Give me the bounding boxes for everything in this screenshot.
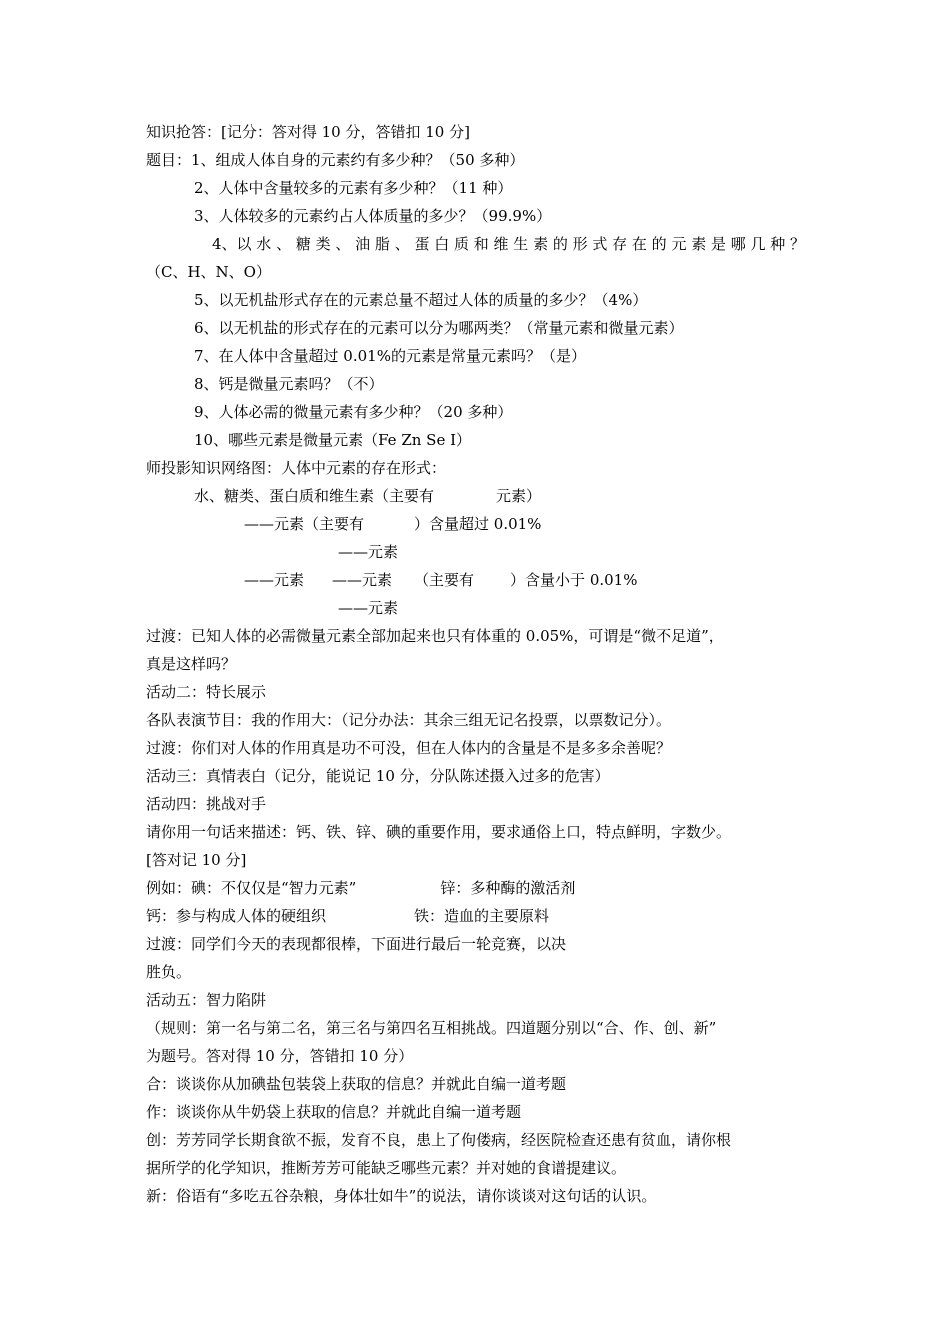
question-3: 3、人体较多的元素约占人体质量的多少？（99.9%） <box>194 207 552 225</box>
activity-4-heading: 活动四：挑战对手 <box>146 795 267 813</box>
example-calcium: 钙：参与构成人体的硬组织 <box>146 907 327 925</box>
activity-3-heading: 活动三：真情表白（记分，能说记 10 分，分队陈述摄入过多的危害） <box>146 767 610 785</box>
question-8: 8、钙是微量元素吗？（不） <box>194 375 384 393</box>
network-line-3: ——元素 <box>338 543 399 561</box>
question-4-answer: （C、H、N、O） <box>146 263 271 281</box>
question-6: 6、以无机盐的形式存在的元素可以分为哪两类？（常量元素和微量元素） <box>194 319 684 337</box>
activity-2-body: 各队表演节目：我的作用大：（记分办法：其余三组无记名投票，以票数记分）。 <box>146 711 672 729</box>
transition-3: 过渡：同学们今天的表现都很棒，下面进行最后一轮竞赛，以决 <box>146 935 567 953</box>
question-chuang-cont: 据所学的化学知识，推断芳芳可能缺乏哪些元素？并对她的食谱提建议。 <box>146 1159 627 1177</box>
activity-2-heading: 活动二：特长展示 <box>146 683 267 701</box>
question-he: 合：谈谈你从加碘盐包装袋上获取的信息？并就此自编一道考题 <box>146 1075 567 1093</box>
network-line-2 <box>244 514 904 534</box>
transition-1: 过渡：已知人体的必需微量元素全部加起来也只有体重的 0.05%，可谓是“微不足道”， <box>146 627 724 645</box>
network-line-1-b: 元素） <box>496 487 542 505</box>
network-line-4 <box>244 570 904 590</box>
question-7: 7、在人体中含量超过 0.01%的元素是常量元素吗？（是） <box>194 347 586 365</box>
network-heading: 师投影知识网络图：人体中元素的存在形式： <box>146 459 447 477</box>
question-9: 9、人体必需的微量元素有多少种？（20 多种） <box>194 403 513 421</box>
network-line-2-a: ——元素（主要有 <box>244 515 365 533</box>
network-line-4-b: ——元素 <box>332 571 393 589</box>
network-line-4-c: （主要有 <box>414 571 475 589</box>
quiz-heading: 知识抢答：[记分：答对得 10 分，答错扣 10 分] <box>146 123 470 141</box>
question-4: 4、以 水 、 糖 类 、 油 脂 、 蛋 白 质 和 维 生 素 的 形 式 存 在 的 元 素 是 哪 几 种 ？ <box>212 235 806 253</box>
example-line-1 <box>146 878 806 898</box>
question-zuo: 作：谈谈你从牛奶袋上获取的信息？并就此自编一道考题 <box>146 1103 522 1121</box>
network-line-2-b: ）含量超过 0.01% <box>414 515 542 533</box>
activity-5-heading: 活动五：智力陷阱 <box>146 991 267 1009</box>
question-chuang: 创：芳芳同学长期食欲不振，发育不良，患上了佝偻病，经医院检查还患有贫血，请你根 <box>146 1131 732 1149</box>
question-10: 10、哪些元素是微量元素（Fe Zn Se I） <box>194 431 472 449</box>
transition-3-cont: 胜负。 <box>146 963 192 981</box>
network-line-4-d: ）含量小于 0.01% <box>510 571 638 589</box>
activity-4-body: 请你用一句话来描述：钙、铁、锌、碘的重要作用，要求通俗上口，特点鲜明，字数少。 <box>146 823 732 841</box>
example-line-2 <box>146 906 806 926</box>
activity-4-score: [答对记 10 分] <box>146 851 247 869</box>
network-line-4-a: ——元素 <box>244 571 305 589</box>
network-line-1-a: 水、糖类、蛋白质和维生素（主要有 <box>194 487 435 505</box>
question-2: 2、人体中含量较多的元素有多少种？（11 种） <box>194 179 513 197</box>
question-xin: 新：俗语有“多吃五谷杂粮，身体壮如牛”的说法，请你谈谈对这句话的认识。 <box>146 1187 657 1205</box>
example-iron: 铁：造血的主要原料 <box>414 907 550 925</box>
network-line-1 <box>194 486 854 506</box>
question-1: 题目：1、组成人体自身的元素约有多少种？（50 多种） <box>146 151 525 169</box>
example-iodine: 例如：碘：不仅仅是“智力元素” <box>146 879 357 897</box>
network-line-5: ——元素 <box>338 599 399 617</box>
activity-5-rules: （规则：第一名与第二名，第三名与第四名互相挑战。四道题分别以“合、作、创、新” <box>146 1019 717 1037</box>
transition-1-cont: 真是这样吗？ <box>146 655 237 673</box>
activity-5-rules-cont: 为题号。答对得 10 分，答错扣 10 分） <box>146 1047 414 1065</box>
question-5: 5、以无机盐形式存在的元素总量不超过人体的质量的多少？（4%） <box>194 291 648 309</box>
example-zinc: 锌：多种酶的激活剂 <box>440 879 576 897</box>
transition-2: 过渡：你们对人体的作用真是功不可没，但在人体内的含量是不是多多余善呢？ <box>146 739 672 757</box>
